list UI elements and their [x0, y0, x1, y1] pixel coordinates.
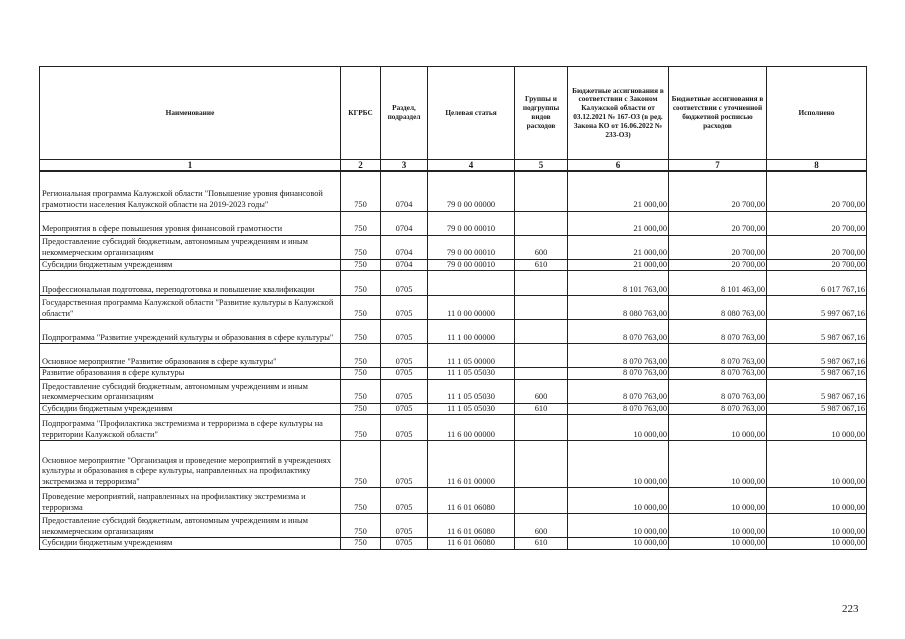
- row-section: 0705: [381, 441, 428, 488]
- row-expense-group: 600: [515, 235, 568, 259]
- row-target-article: 11 0 00 00000: [428, 296, 515, 320]
- row-kgrbs: 750: [341, 320, 381, 344]
- row-section: 0705: [381, 379, 428, 403]
- row-name: Основное мероприятие "Организация и проведение мероприятий в учреждениях культуры и образования в сфере культуры, направленных на профилактику экстремизма и терроризма": [40, 441, 341, 488]
- row-name: Государственная программа Калужской области "Развитие культуры в Калужской области": [40, 296, 341, 320]
- row-executed: 6 017 767,16: [767, 271, 867, 296]
- row-expense-group: 600: [515, 514, 568, 538]
- header-name: Наименование: [40, 67, 341, 160]
- row-name: Основное мероприятие "Развитие образования в сфере культуры": [40, 344, 341, 368]
- row-law-allocation: 21 000,00: [568, 235, 669, 259]
- header-expense-group: Группы и подгруппы видов расходов: [515, 67, 568, 160]
- row-kgrbs: 750: [341, 171, 381, 211]
- row-name: Развитие образования в сфере культуры: [40, 368, 341, 380]
- column-number: 7: [669, 160, 767, 172]
- row-kgrbs: 750: [341, 488, 381, 514]
- row-executed: 20 700,00: [767, 235, 867, 259]
- header-executed: Исполнено: [767, 67, 867, 160]
- row-law-allocation: 10 000,00: [568, 488, 669, 514]
- row-kgrbs: 750: [341, 235, 381, 259]
- row-executed: 10 000,00: [767, 415, 867, 441]
- row-roster-allocation: 8 070 763,00: [669, 320, 767, 344]
- row-target-article: 11 1 00 00000: [428, 320, 515, 344]
- row-law-allocation: 8 070 763,00: [568, 403, 669, 415]
- table-row: [40, 211, 867, 235]
- row-kgrbs: 750: [341, 403, 381, 415]
- row-executed: 5 987 067,16: [767, 379, 867, 403]
- row-executed: 20 700,00: [767, 171, 867, 211]
- row-name: Региональная программа Калужской области "Повышение уровня финансовой грамотности населения Калужской области на 2019-2023 годы": [40, 171, 341, 211]
- row-executed: 10 000,00: [767, 488, 867, 514]
- row-executed: 20 700,00: [767, 259, 867, 271]
- table-row: [40, 441, 867, 488]
- row-target-article: 11 1 05 05030: [428, 403, 515, 415]
- table-row: [40, 488, 867, 514]
- row-section: 0704: [381, 211, 428, 235]
- row-target-article: 79 0 00 00010: [428, 235, 515, 259]
- row-roster-allocation: 8 070 763,00: [669, 368, 767, 380]
- row-expense-group: [515, 441, 568, 488]
- row-expense-group: 600: [515, 379, 568, 403]
- table-row: [40, 368, 867, 380]
- table-row: [40, 403, 867, 415]
- header-row: [40, 67, 867, 160]
- row-law-allocation: 8 101 763,00: [568, 271, 669, 296]
- row-kgrbs: 750: [341, 211, 381, 235]
- row-executed: 5 987 067,16: [767, 344, 867, 368]
- row-expense-group: [515, 368, 568, 380]
- row-kgrbs: 750: [341, 259, 381, 271]
- row-executed: 10 000,00: [767, 514, 867, 538]
- row-kgrbs: 750: [341, 368, 381, 380]
- row-target-article: [428, 271, 515, 296]
- row-section: 0704: [381, 235, 428, 259]
- row-expense-group: 610: [515, 259, 568, 271]
- header-law-allocations: Бюджетные ассигнования в соответствии с Законом Калужской области от 03.12.2021 № 167-ОЗ (в ред. Закона КО от 16.06.2022 № 233-ОЗ): [568, 67, 669, 160]
- column-number: 6: [568, 160, 669, 172]
- column-number: 1: [40, 160, 341, 172]
- row-roster-allocation: 8 070 763,00: [669, 379, 767, 403]
- row-section: 0705: [381, 368, 428, 380]
- row-expense-group: [515, 415, 568, 441]
- row-law-allocation: 21 000,00: [568, 259, 669, 271]
- row-target-article: 79 0 00 00010: [428, 259, 515, 271]
- row-executed: 20 700,00: [767, 211, 867, 235]
- row-section: 0705: [381, 403, 428, 415]
- page-number: 223: [842, 603, 859, 615]
- row-law-allocation: 21 000,00: [568, 211, 669, 235]
- table-row: [40, 379, 867, 403]
- table-row: [40, 514, 867, 538]
- table-row: [40, 415, 867, 441]
- row-expense-group: [515, 171, 568, 211]
- row-law-allocation: 8 070 763,00: [568, 320, 669, 344]
- header-roster-allocations: Бюджетные ассигнования в соответствии с уточненной бюджетной росписью расходов: [669, 67, 767, 160]
- row-target-article: 11 6 01 06080: [428, 488, 515, 514]
- table-row: [40, 320, 867, 344]
- row-kgrbs: 750: [341, 296, 381, 320]
- row-name: Предоставление субсидий бюджетным, автономным учреждениям и иным некоммерческим организациям: [40, 235, 341, 259]
- row-roster-allocation: 20 700,00: [669, 235, 767, 259]
- table-row: [40, 538, 867, 550]
- row-target-article: 11 6 00 00000: [428, 415, 515, 441]
- row-name: Предоставление субсидий бюджетным, автономным учреждениям и иным некоммерческим организациям: [40, 514, 341, 538]
- row-expense-group: [515, 320, 568, 344]
- row-expense-group: [515, 211, 568, 235]
- table-row: [40, 235, 867, 259]
- header-target-article: Целевая статья: [428, 67, 515, 160]
- row-expense-group: 610: [515, 403, 568, 415]
- row-roster-allocation: 20 700,00: [669, 171, 767, 211]
- table-row: [40, 296, 867, 320]
- row-law-allocation: 8 070 763,00: [568, 379, 669, 403]
- row-section: 0705: [381, 320, 428, 344]
- row-kgrbs: 750: [341, 514, 381, 538]
- column-number: 5: [515, 160, 568, 172]
- row-expense-group: [515, 271, 568, 296]
- row-law-allocation: 10 000,00: [568, 514, 669, 538]
- row-section: 0704: [381, 259, 428, 271]
- row-executed: 5 987 067,16: [767, 368, 867, 380]
- row-name: Подпрограмма "Профилактика экстремизма и терроризма в сфере культуры на территории Калужской области": [40, 415, 341, 441]
- row-expense-group: 610: [515, 538, 568, 550]
- table-row: [40, 344, 867, 368]
- row-section: 0705: [381, 271, 428, 296]
- row-law-allocation: 21 000,00: [568, 171, 669, 211]
- row-roster-allocation: 8 101 463,00: [669, 271, 767, 296]
- row-roster-allocation: 8 080 763,00: [669, 296, 767, 320]
- column-number: 3: [381, 160, 428, 172]
- row-section: 0705: [381, 538, 428, 550]
- row-kgrbs: 750: [341, 379, 381, 403]
- row-kgrbs: 750: [341, 538, 381, 550]
- row-law-allocation: 8 070 763,00: [568, 368, 669, 380]
- row-name: Субсидии бюджетным учреждениям: [40, 403, 341, 415]
- column-number-row: [40, 160, 867, 172]
- row-kgrbs: 750: [341, 344, 381, 368]
- header-section: Раздел, подраздел: [381, 67, 428, 160]
- row-roster-allocation: 20 700,00: [669, 259, 767, 271]
- row-target-article: 11 6 01 06080: [428, 538, 515, 550]
- row-name: Субсидии бюджетным учреждениям: [40, 259, 341, 271]
- row-law-allocation: 10 000,00: [568, 441, 669, 488]
- row-roster-allocation: 10 000,00: [669, 538, 767, 550]
- budget-execution-table: [39, 66, 867, 550]
- row-roster-allocation: 8 070 763,00: [669, 403, 767, 415]
- row-roster-allocation: 10 000,00: [669, 441, 767, 488]
- row-law-allocation: 10 000,00: [568, 415, 669, 441]
- row-roster-allocation: 10 000,00: [669, 488, 767, 514]
- table-body: [40, 171, 867, 549]
- row-section: 0705: [381, 296, 428, 320]
- row-target-article: 11 1 05 05030: [428, 379, 515, 403]
- row-name: Профессиональная подготовка, переподготовка и повышение квалификации: [40, 271, 341, 296]
- row-name: Проведение мероприятий, направленных на профилактику экстремизма и терроризма: [40, 488, 341, 514]
- header-kgrbs: КГРБС: [341, 67, 381, 160]
- row-section: 0705: [381, 514, 428, 538]
- row-law-allocation: 8 080 763,00: [568, 296, 669, 320]
- row-section: 0704: [381, 171, 428, 211]
- row-roster-allocation: 20 700,00: [669, 211, 767, 235]
- row-kgrbs: 750: [341, 415, 381, 441]
- row-expense-group: [515, 344, 568, 368]
- row-executed: 10 000,00: [767, 538, 867, 550]
- row-target-article: 11 6 01 06080: [428, 514, 515, 538]
- table-row: [40, 259, 867, 271]
- row-executed: 5 987 067,16: [767, 320, 867, 344]
- row-section: 0705: [381, 344, 428, 368]
- row-section: 0705: [381, 488, 428, 514]
- table-row: [40, 271, 867, 296]
- row-kgrbs: 750: [341, 271, 381, 296]
- row-executed: 5 987 067,16: [767, 403, 867, 415]
- row-roster-allocation: 10 000,00: [669, 415, 767, 441]
- row-roster-allocation: 8 070 763,00: [669, 344, 767, 368]
- row-target-article: 11 1 05 05030: [428, 368, 515, 380]
- row-expense-group: [515, 296, 568, 320]
- row-law-allocation: 10 000,00: [568, 538, 669, 550]
- row-name: Предоставление субсидий бюджетным, автономным учреждениям и иным некоммерческим организациям: [40, 379, 341, 403]
- row-target-article: 11 6 01 00000: [428, 441, 515, 488]
- row-kgrbs: 750: [341, 441, 381, 488]
- row-section: 0705: [381, 415, 428, 441]
- column-number: 4: [428, 160, 515, 172]
- row-name: Субсидии бюджетным учреждениям: [40, 538, 341, 550]
- column-number: 2: [341, 160, 381, 172]
- row-executed: 10 000,00: [767, 441, 867, 488]
- table-row: [40, 171, 867, 211]
- row-roster-allocation: 10 000,00: [669, 514, 767, 538]
- row-name: Мероприятия в сфере повышения уровня финансовой грамотности: [40, 211, 341, 235]
- row-law-allocation: 8 070 763,00: [568, 344, 669, 368]
- row-target-article: 79 0 00 00010: [428, 211, 515, 235]
- row-target-article: 11 1 05 00000: [428, 344, 515, 368]
- row-expense-group: [515, 488, 568, 514]
- column-number: 8: [767, 160, 867, 172]
- row-target-article: 79 0 00 00000: [428, 171, 515, 211]
- row-name: Подпрограмма "Развитие учреждений культуры и образования в сфере культуры": [40, 320, 341, 344]
- row-executed: 5 997 067,16: [767, 296, 867, 320]
